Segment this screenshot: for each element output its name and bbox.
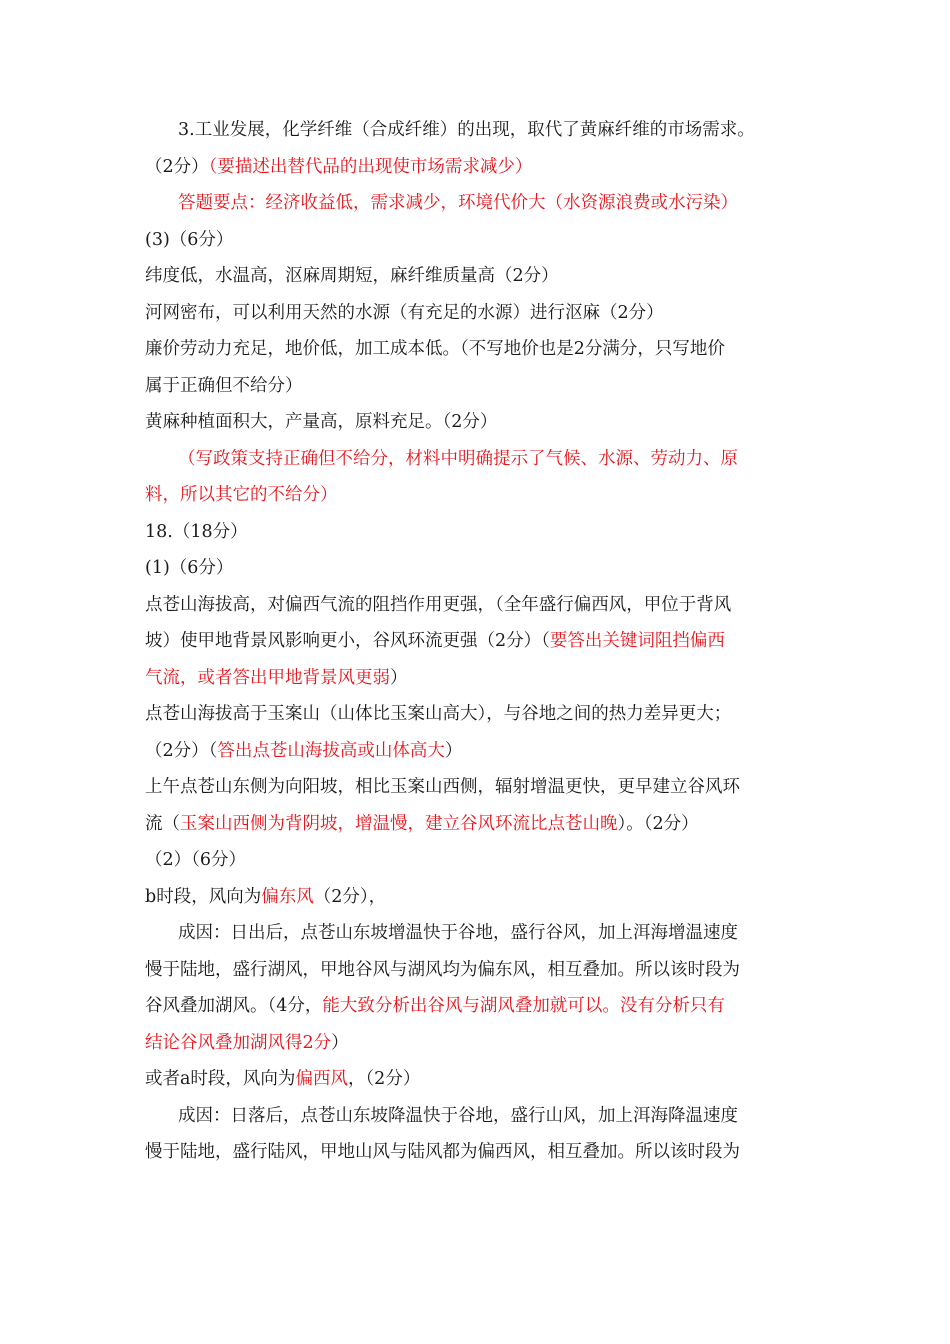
text-line	[145, 1061, 805, 1098]
text-line	[145, 1098, 805, 1135]
text-line	[145, 660, 805, 697]
annotation-text: 偏东风	[261, 886, 314, 907]
text-line	[145, 295, 805, 332]
annotation-text: （写政策支持正确但不给分，材料中明确提示了气候、水源、劳动力、原	[178, 448, 738, 469]
text-line	[145, 806, 805, 843]
answer-text: 慢于陆地，盛行湖风，甲地谷风与湖风均为偏东风，相互叠加。所以该时段为	[145, 959, 740, 980]
text-line	[145, 149, 805, 186]
text-line	[145, 368, 805, 405]
annotation-text: 偏西风	[295, 1069, 348, 1089]
text-line	[145, 842, 805, 879]
annotation-text: 结论谷风叠加湖风得2分	[145, 1032, 332, 1053]
answer-text: ）	[444, 740, 463, 761]
text-line	[145, 988, 805, 1025]
document-page	[145, 112, 805, 1171]
annotation-text: 气流，或者答出甲地背景风更弱	[145, 667, 390, 688]
answer-text: b时段，风向为	[145, 886, 262, 907]
answer-text: ）	[390, 667, 408, 688]
text-line	[145, 222, 805, 259]
text-line	[145, 879, 805, 916]
text-line	[145, 1025, 805, 1062]
answer-text: 纬度低，水温高，沤麻周期短，麻纤维质量高（2分）	[145, 266, 559, 286]
annotation-text: 答出点苍山海拔高或山体高大	[217, 740, 445, 761]
annotation-text: 料，所以其它的不给分）	[145, 485, 338, 505]
answer-text: 点苍山海拔高，对偏西气流的阻挡作用更强，（全年盛行偏西风，甲位于背风	[145, 594, 732, 615]
annotation-text: 玉案山西侧为背阴坡，增温慢，建立谷风环流比点苍山晚	[180, 813, 618, 834]
annotation-text: 能大致分析出谷风与湖风叠加就可以。没有分析只有	[322, 996, 725, 1016]
text-line	[145, 733, 805, 770]
answer-text: ，（2分）	[347, 1069, 421, 1089]
answer-text: 坡）使甲地背景风影响更小，谷风环流更强（2分）（	[145, 631, 550, 651]
answer-text: 成因：日落后，点苍山东坡降温快于谷地，盛行山风，加上洱海降温速度	[178, 1105, 738, 1126]
text-line	[145, 623, 805, 660]
text-line	[145, 331, 805, 368]
text-line	[145, 1134, 805, 1171]
text-line	[145, 915, 805, 952]
answer-text: 谷风叠加湖风。（4分，	[145, 996, 323, 1016]
text-line	[145, 952, 805, 989]
annotation-text: 要答出关键词阻挡偏西	[549, 631, 725, 651]
text-line	[145, 258, 805, 295]
text-line	[145, 185, 805, 222]
answer-text: 点苍山海拔高于玉案山（山体比玉案山高大），与谷地之间的热力差异更大；	[145, 704, 732, 724]
answer-text: 廉价劳动力充足，地价低，加工成本低。（不写地价也是2分满分，只写地价	[145, 339, 725, 359]
answer-text: ）。（2分）	[617, 813, 699, 834]
answer-text: 河网密布，可以利用天然的水源（有充足的水源）进行沤麻（2分）	[145, 302, 664, 323]
text-line	[145, 404, 805, 441]
annotation-text: 答题要点：经济收益低，需求减少，环境代价大（水资源浪费或水污染）	[178, 193, 738, 213]
text-line	[145, 550, 805, 587]
annotation-text: （要描述出替代品的出现使市场需求减少）	[208, 156, 533, 177]
text-line	[145, 441, 805, 478]
answer-text: （2分）（	[145, 740, 218, 761]
answer-text: 黄麻种植面积大，产量高，原料充足。（2分）	[145, 412, 498, 432]
answer-text: 慢于陆地，盛行陆风，甲地山风与陆风都为偏西风，相互叠加。所以该时段为	[145, 1142, 740, 1162]
answer-text: 上午点苍山东侧为向阳坡，相比玉案山西侧，辐射增温更快，更早建立谷风环	[145, 777, 740, 797]
answer-text: 或者a时段，风向为	[145, 1069, 296, 1089]
text-line	[145, 696, 805, 733]
text-line	[145, 587, 805, 624]
answer-text: 成因：日出后，点苍山东坡增温快于谷地，盛行谷风，加上洱海增温速度	[178, 923, 738, 943]
text-line	[145, 477, 805, 514]
text-line	[145, 112, 805, 149]
answer-text: (3)（6分）	[145, 229, 234, 250]
answer-text: （2）（6分）	[145, 850, 247, 870]
answer-text: 3.工业发展，化学纤维（合成纤维）的出现，取代了黄麻纤维的市场需求。	[178, 120, 755, 140]
text-line	[145, 514, 805, 551]
answer-text: 属于正确但不给分）	[145, 375, 303, 396]
answer-text: 流（	[145, 813, 180, 834]
answer-text: （2分），	[313, 886, 387, 907]
answer-text: (1)（6分）	[145, 558, 234, 578]
answer-text: ）	[331, 1032, 349, 1053]
answer-text: 18.（18分）	[145, 521, 248, 542]
answer-text: （2分）	[145, 156, 209, 177]
text-line	[145, 769, 805, 806]
